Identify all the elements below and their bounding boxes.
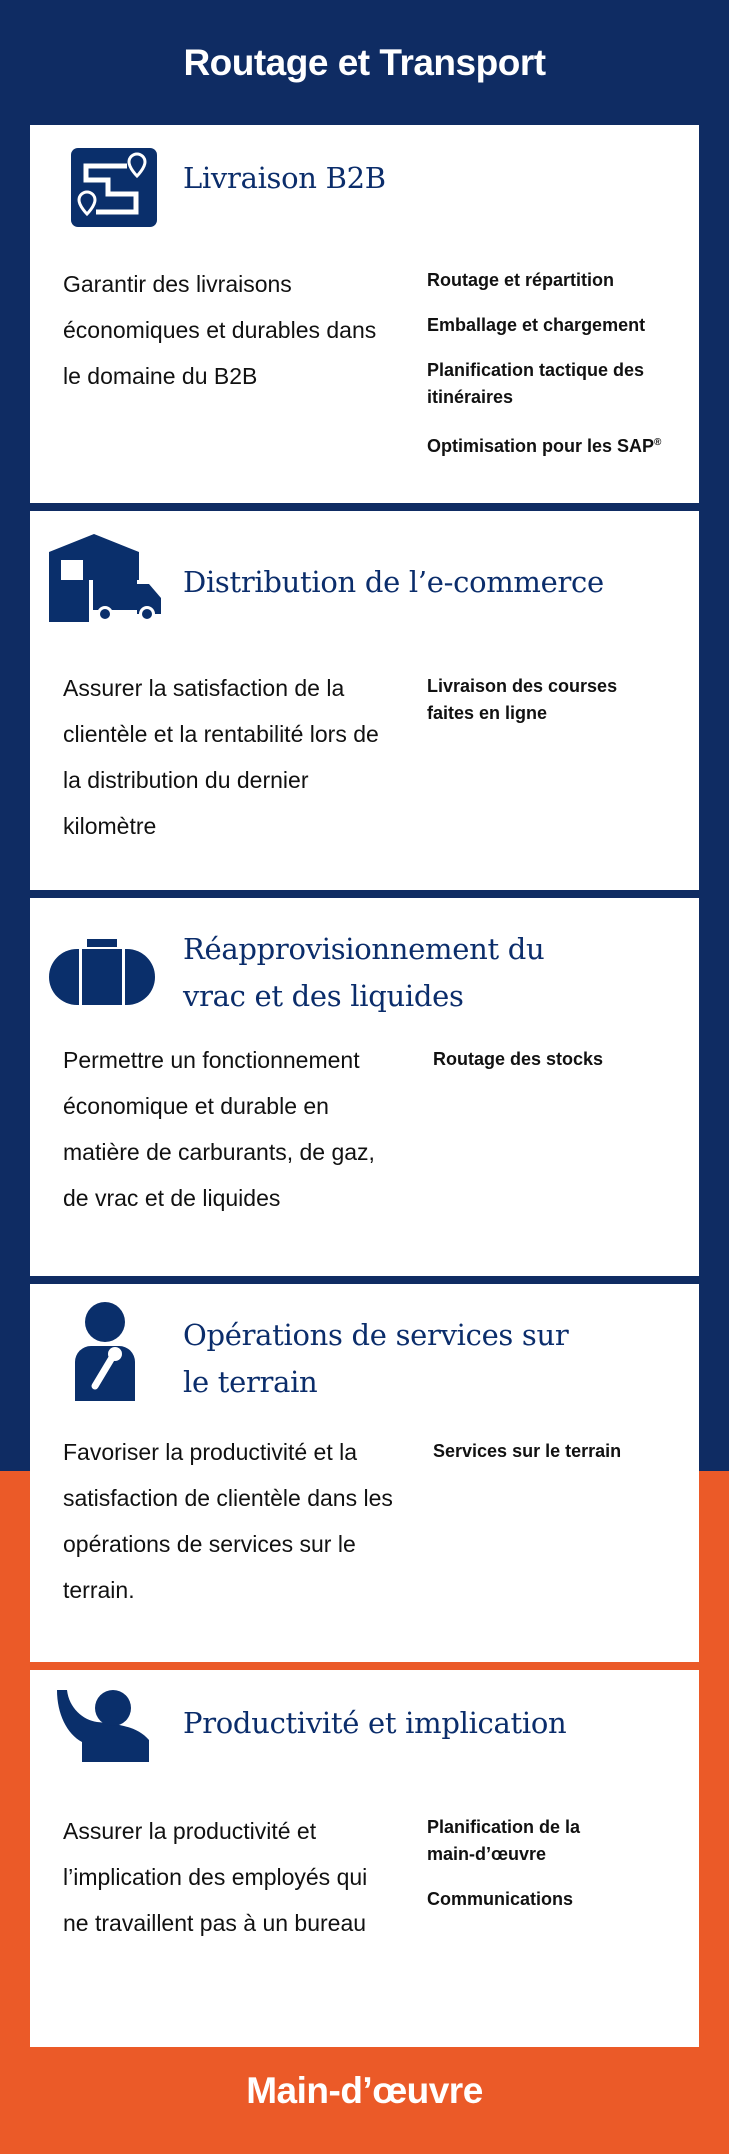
section-title-workforce: Main-d’œuvre: [246, 2070, 483, 2111]
list-item: Routage et répartition: [427, 270, 615, 290]
card-title: Réapprovisionnement du vrac et des liquides: [183, 932, 545, 1013]
card-items: [433, 1438, 693, 1465]
list-item: Livraison des courses faites en ligne: [427, 676, 618, 723]
tank-icon: [49, 939, 155, 1005]
card-items: [427, 1814, 627, 1913]
list-item: Planification tactique des itinéraires: [427, 360, 645, 407]
card-description: Assurer la satisfaction de la clientèle et la rentabilité lors de la distribution du dernier kilomètre: [63, 675, 379, 839]
card-title: Livraison B2B: [183, 161, 386, 195]
card-title: Productivité et implication: [183, 1706, 567, 1740]
raised-hand-person-icon: [57, 1690, 150, 1762]
list-item-text: Optimisation pour les SAP: [427, 436, 655, 456]
route-map-icon: [71, 148, 157, 227]
card-items: [433, 1046, 693, 1073]
card-productivity-engagement: [30, 1670, 699, 2047]
card-bulk-liquids: [30, 898, 699, 1276]
card-title: Distribution de l’e-commerce: [183, 565, 604, 599]
card-b2b-delivery: [30, 125, 699, 503]
field-technician-icon: [75, 1302, 135, 1401]
card-items: [427, 673, 657, 727]
list-item: Communications: [427, 1889, 574, 1909]
list-item: Routage des stocks: [433, 1049, 604, 1069]
card-description: Favoriser la productivité et la satisfaction de clientèle dans les opérations de services sur le terrain.: [63, 1439, 393, 1603]
list-item: Planification de la main-d’œuvre: [427, 1817, 581, 1864]
card-description: Assurer la productivité et l’implication des employés qui ne travaillent pas à un bureau: [63, 1818, 368, 1936]
card-ecommerce-distribution: [30, 511, 699, 890]
card-field-services: [30, 1284, 699, 1662]
card-description: Permettre un fonctionnement économique et durable en matière de carburants, de gaz, de vrac et de liquides: [63, 1047, 375, 1211]
warehouse-truck-icon: [49, 534, 161, 622]
list-item: [427, 429, 687, 460]
list-item: Emballage et chargement: [427, 315, 646, 335]
section-title-routing: Routage et Transport: [183, 42, 546, 83]
registered-mark: ®: [654, 437, 662, 448]
list-item: Services sur le terrain: [433, 1441, 622, 1461]
card-items: [427, 267, 687, 460]
card-description: Garantir des livraisons économiques et durables dans le domaine du B2B: [63, 271, 377, 389]
card-title: Opérations de services sur le terrain: [183, 1318, 569, 1399]
